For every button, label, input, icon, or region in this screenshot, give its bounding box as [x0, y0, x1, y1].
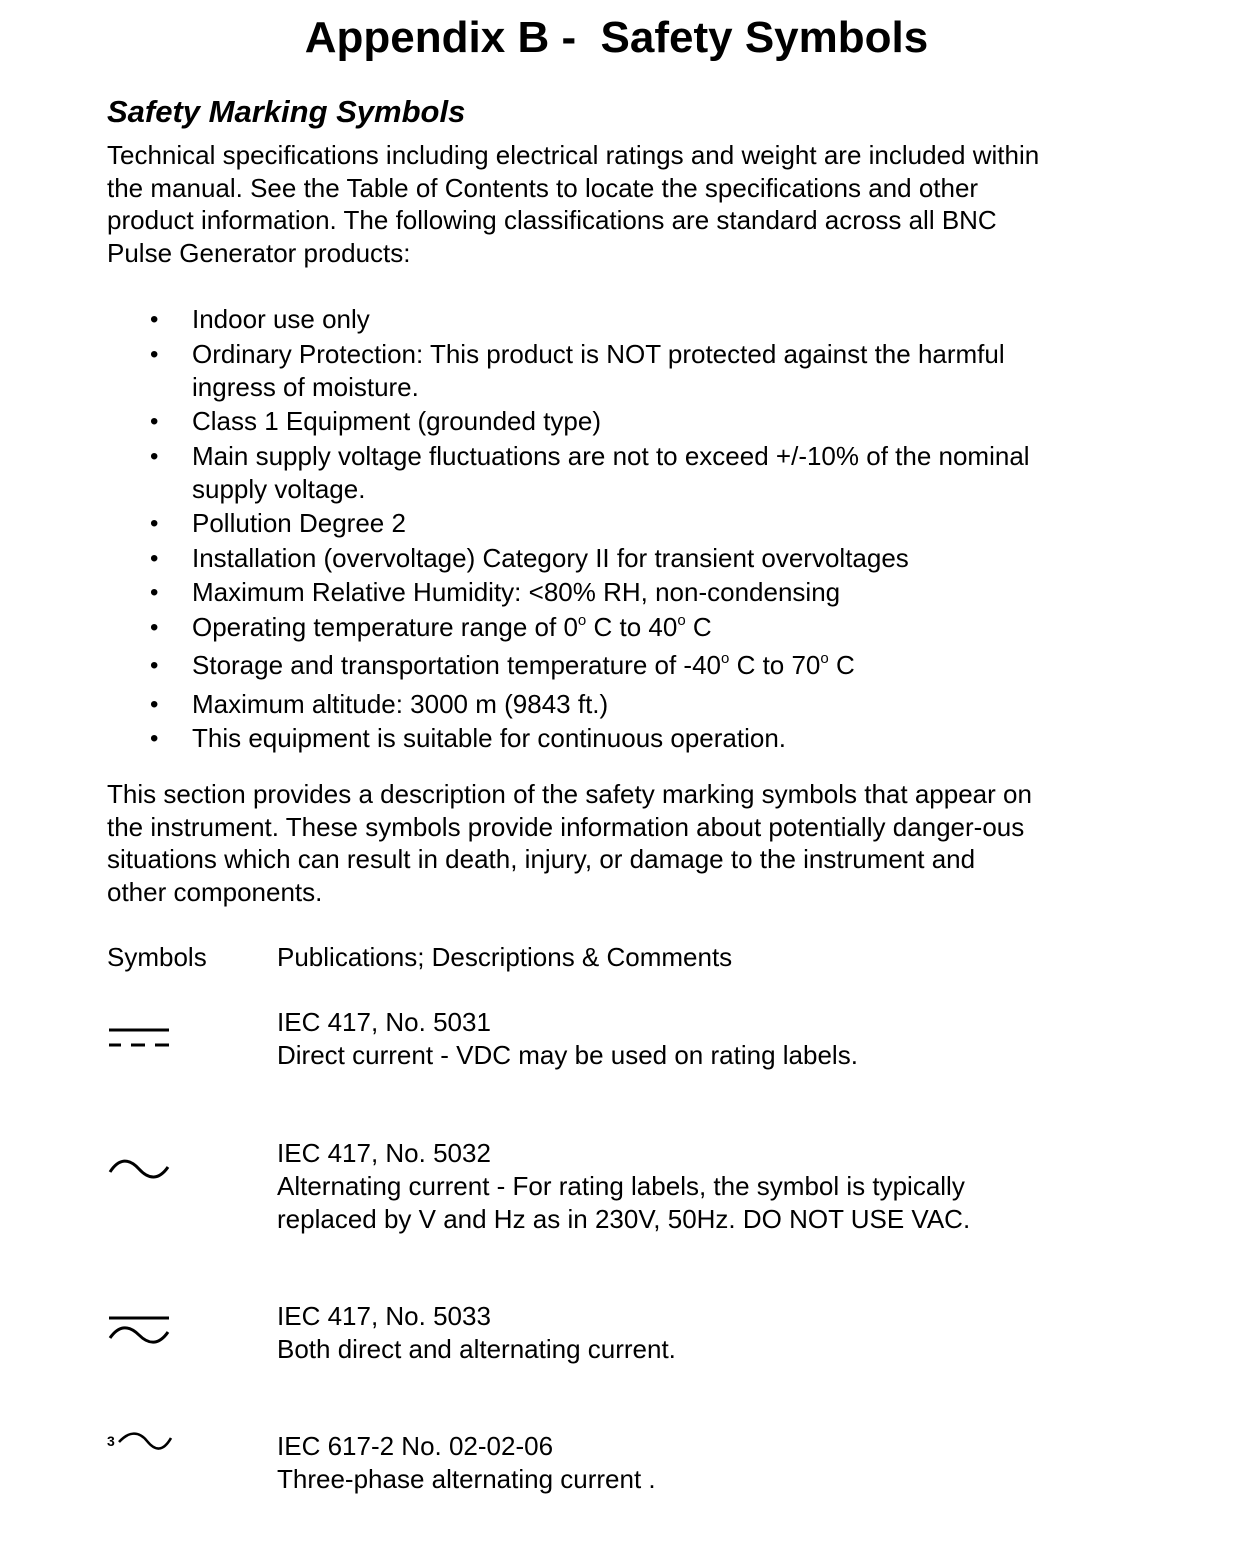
bullet: • [150, 652, 159, 679]
text-fragment: C [828, 650, 855, 680]
symbol-desc-line: Both direct and alternating current. [277, 1334, 676, 1364]
list-item-text: Maximum Relative Humidity: <80% RH, non-condensing [192, 577, 841, 607]
list-item-text: Installation (overvoltage) Category II for transient overvoltages [192, 542, 909, 573]
list-item [107, 688, 1167, 721]
list-item-text: supply voltage. [192, 473, 366, 504]
list-item-text: Pollution Degree 2 [192, 508, 406, 538]
text-fragment: Storage and transportation temperature of -40 [192, 650, 721, 680]
list-item-text [192, 611, 1167, 648]
symbol-desc-line: Three-phase alternating current . [277, 1464, 656, 1494]
text-fragment: C to 40 [586, 611, 678, 642]
list-item-text: Indoor use only [192, 304, 370, 334]
bullet: • [150, 510, 159, 537]
intro-line: Pulse Generator products: [107, 238, 411, 269]
list-item-text: Ordinary Protection: This product is NOT protected against the harmful [192, 338, 1005, 369]
list-item [107, 338, 1167, 404]
list-item [107, 440, 1167, 506]
symbol-desc-line: replaced by V and Hz as in 230V, 50Hz. DO NOT USE VAC. [277, 1204, 971, 1234]
symbol-publication: IEC 417, No. 5031 [277, 1007, 491, 1037]
phase-count-label: 3 [107, 1433, 115, 1449]
degree-superscript: o [677, 611, 686, 629]
intro-paragraph [107, 139, 1167, 270]
desc-line: the instrument. These symbols provide information about potentially danger-ous [107, 811, 1025, 842]
list-item [107, 542, 1167, 575]
bullet: • [150, 579, 159, 606]
list-item [107, 576, 1167, 609]
bullet: • [150, 442, 159, 470]
bullet: • [150, 408, 159, 435]
text-fragment: C [685, 611, 712, 642]
intro-line: the manual. See the Table of Contents to locate the specifications and other [107, 172, 979, 203]
list-item-text: Class 1 Equipment (grounded type) [192, 406, 602, 436]
alternating-current-icon [107, 1154, 171, 1184]
symbol-desc-line: Alternating current - For rating labels, the symbol is typically [277, 1171, 965, 1201]
desc-line: situations which can result in death, injury, or damage to the instrument and [107, 844, 976, 875]
symbol-description [277, 1430, 1157, 1496]
symbol-publication: IEC 617-2 No. 02-02-06 [277, 1431, 554, 1461]
list-item-text: Maximum altitude: 3000 m (9843 ft.) [192, 688, 609, 719]
list-item [107, 649, 1167, 686]
list-item [107, 507, 1167, 540]
symbols-column-header: Symbols [107, 942, 207, 972]
text-fragment: Operating temperature range of 0 [192, 611, 578, 642]
text-fragment: C to 70 [729, 650, 821, 680]
bullet: • [150, 340, 159, 368]
desc-line: This section provides a description of the safety marking symbols that appear on [107, 779, 1032, 809]
bullet: • [150, 544, 159, 572]
degree-superscript: o [721, 650, 730, 667]
bullet: • [150, 725, 159, 752]
list-item-text: This equipment is suitable for continuous operation. [192, 723, 787, 753]
page-title: Appendix B - Safety Symbols [304, 13, 929, 62]
degree-superscript: o [820, 650, 829, 667]
classification-list [107, 303, 1167, 757]
list-item-text: Main supply voltage fluctuations are not to exceed +/-10% of the nominal [192, 440, 1030, 471]
list-item [107, 405, 1167, 438]
descriptions-column-header: Publications; Descriptions & Comments [277, 942, 733, 972]
section-description [107, 778, 1167, 909]
bullet: • [150, 613, 159, 641]
intro-line: product information. The following classifications are standard across all BNC [107, 205, 997, 236]
direct-current-icon [107, 1026, 171, 1056]
desc-line: other components. [107, 877, 323, 908]
list-item [107, 722, 1167, 755]
intro-line: Technical specifications including electrical ratings and weight are included within [107, 140, 1040, 170]
symbol-description [277, 1006, 1157, 1072]
list-item [107, 611, 1167, 648]
section-heading: Safety Marking Symbols [107, 94, 466, 129]
symbol-description [277, 1137, 1157, 1236]
list-item [107, 303, 1167, 336]
symbol-publication: IEC 417, No. 5033 [277, 1301, 491, 1331]
symbol-publication: IEC 417, No. 5032 [277, 1138, 491, 1168]
bullet: • [150, 690, 159, 718]
list-item-text: ingress of moisture. [192, 371, 419, 402]
three-phase-ac-icon [107, 1430, 173, 1454]
list-item-text [192, 649, 1167, 686]
bullet: • [150, 306, 159, 333]
ac-dc-icon [107, 1314, 171, 1348]
degree-superscript: o [577, 611, 587, 629]
symbol-description [277, 1300, 1157, 1366]
symbol-desc-line: Direct current - VDC may be used on rating labels. [277, 1040, 858, 1070]
